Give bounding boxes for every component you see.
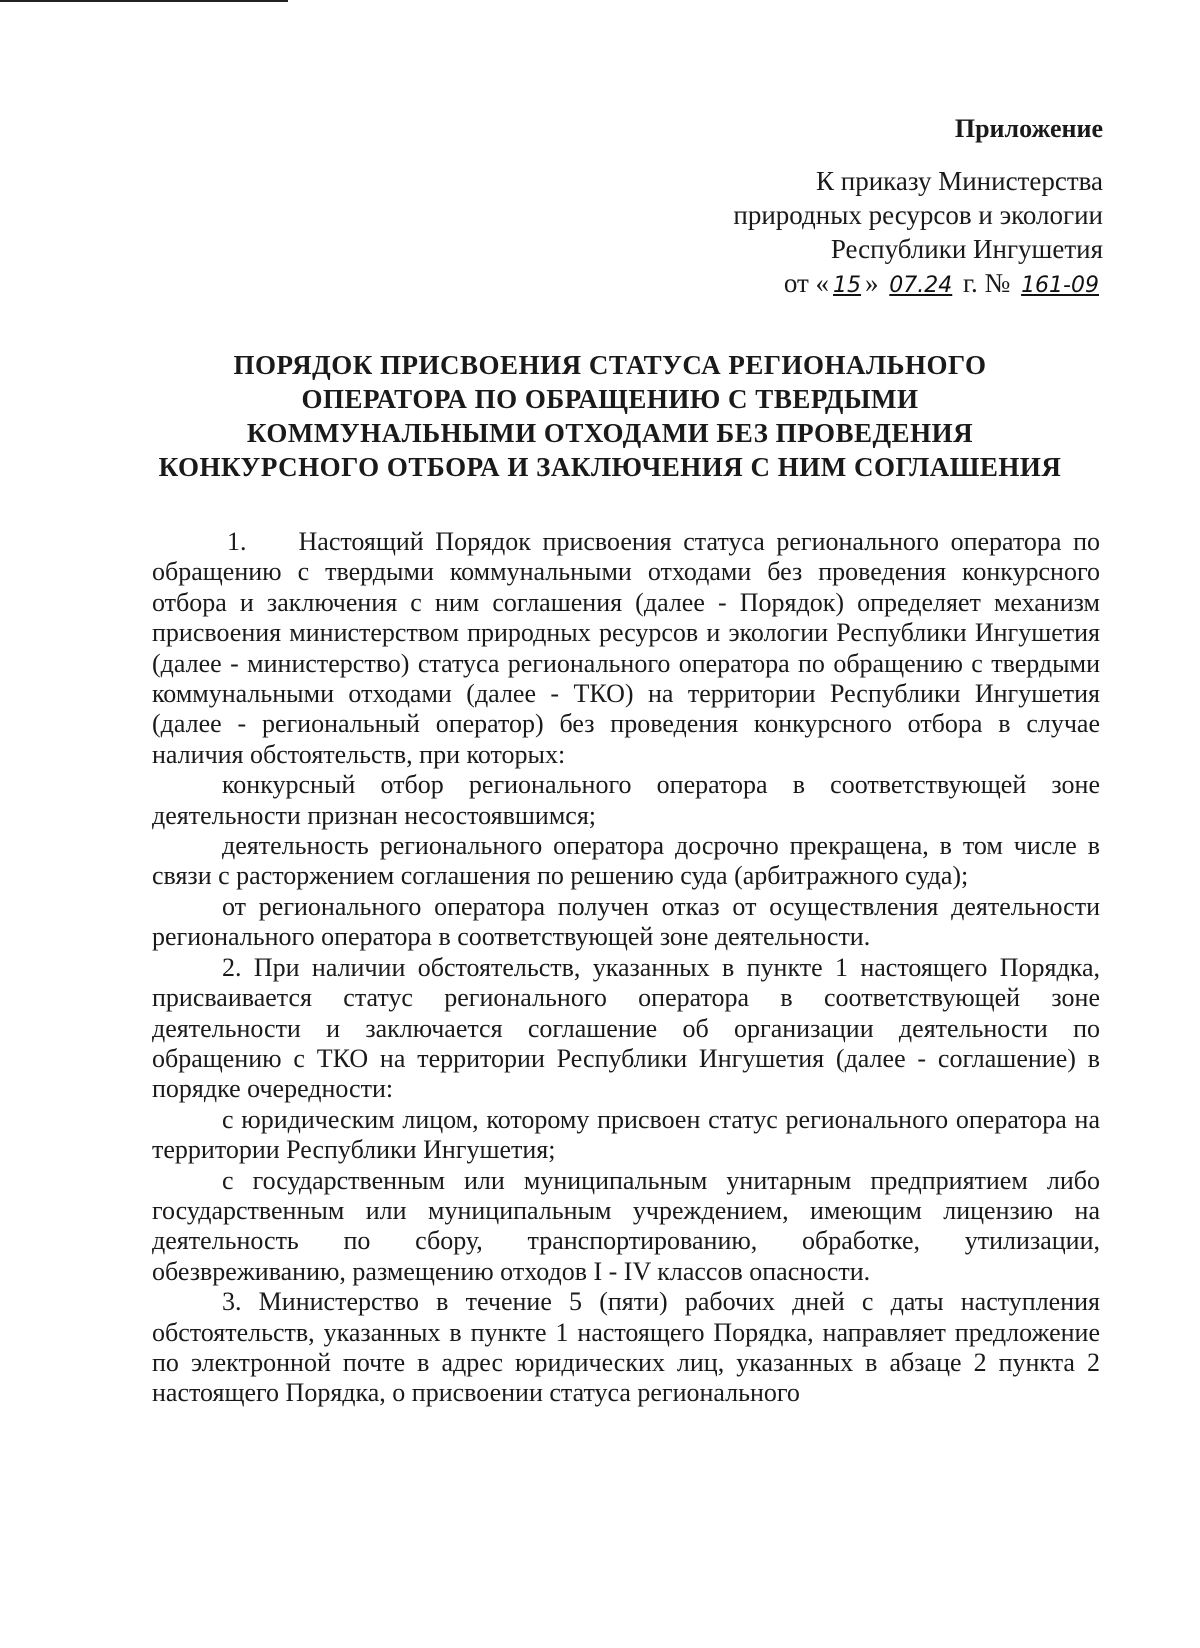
- order-reference-line-2: природных ресурсов и экологии: [733, 200, 1103, 230]
- scan-edge-line: [0, 0, 288, 2]
- title-line-2: ОПЕРАТОРА ПО ОБРАЩЕНИЮ С ТВЕРДЫМИ: [301, 384, 919, 414]
- paragraph-3: 3. Министерство в течение 5 (пяти) рабочих дней с даты наступления обстоятельств, указанных в пункте 1 настоящего Порядка, направляет предложение по электронной почте в адрес юридических лиц, указанных в абзаце 2 пункта 2 настоящего Порядка, о присвоении статуса регионального: [152, 1287, 1100, 1408]
- document-title: [120, 348, 1100, 484]
- paragraph-1-case-c: от регионального оператора получен отказ от осуществления деятельности регионального оператора в соответствующей зоне деятельности.: [152, 891, 1100, 952]
- handwritten-order-number: 161-09: [1021, 273, 1099, 298]
- title-line-1: ПОРЯДОК ПРИСВОЕНИЯ СТАТУСА РЕГИОНАЛЬНОГО: [233, 350, 987, 380]
- paragraph-1-text: Настоящий Порядок присвоения статуса регионального оператора по обращению с твердыми коммунальными отходами без проведения конкурсного отбора и заключения с ним соглашения (далее - Порядок) определяет механизм присвоения министерством природных ресурсов и экологии Республики Ингушетия (далее - министерство) статуса регионального оператора по обращению с твердыми коммунальными отходами (далее - ТКО) на территории Республики Ингушетия (далее - региональный оператор) без проведения конкурсного отбора в случае наличия обстоятельств, при которых:: [152, 527, 1100, 769]
- paragraph-1-case-b: деятельность регионального оператора досрочно прекращена, в том числе в связи с расторжением соглашения по решению суда (арбитражного суда);: [152, 831, 1100, 891]
- appendix-header: [733, 112, 1103, 303]
- paragraph-1: [152, 527, 1100, 770]
- handwritten-month-year: 07.24: [889, 273, 953, 298]
- paragraph-1-number: 1.: [227, 527, 247, 556]
- paragraph-2: 2. При наличии обстоятельств, указанных в пункте 1 настоящего Порядка, присваивается статус регионального оператора в соответствующей зоне деятельности и заключается соглашение об организации деятельности по обращению с ТКО на территории Республики Ингушетия (далее - соглашение) в порядке очередности:: [152, 952, 1100, 1104]
- title-line-3: КОММУНАЛЬНЫМИ ОТХОДАМИ БЕЗ ПРОВЕДЕНИЯ: [246, 418, 974, 448]
- order-date-line: [784, 266, 1103, 303]
- paragraph-2-item-a: с юридическим лицом, которому присвоен статус регионального оператора на территории Республики Ингушетия;: [152, 1104, 1100, 1165]
- handwritten-day: 15: [833, 273, 862, 298]
- order-reference-line-3: Республики Ингушетия: [830, 234, 1103, 264]
- date-mid: »: [865, 268, 879, 298]
- document-body: [152, 527, 1100, 1409]
- title-line-4: КОНКУРСНОГО ОТБОРА И ЗАКЛЮЧЕНИЯ С НИМ СОГЛАШЕНИЯ: [158, 452, 1062, 482]
- date-suffix: г. №: [963, 268, 1011, 298]
- paragraph-2-item-b: с государственным или муниципальным унитарным предприятием либо государственным или муниципальным учреждением, имеющим лицензию на деятельность по сбору, транспортированию, обработке, утилизации, обезвреживанию, размещению отходов I - IV классов опасности.: [152, 1165, 1100, 1286]
- appendix-title: Приложение: [954, 114, 1103, 143]
- order-reference-line-1: К приказу Министерства: [816, 166, 1103, 196]
- paragraph-1-case-a: конкурсный отбор регионального оператора в соответствующей зоне деятельности признан несостоявшимся;: [152, 770, 1100, 830]
- date-prefix: от «: [783, 268, 830, 298]
